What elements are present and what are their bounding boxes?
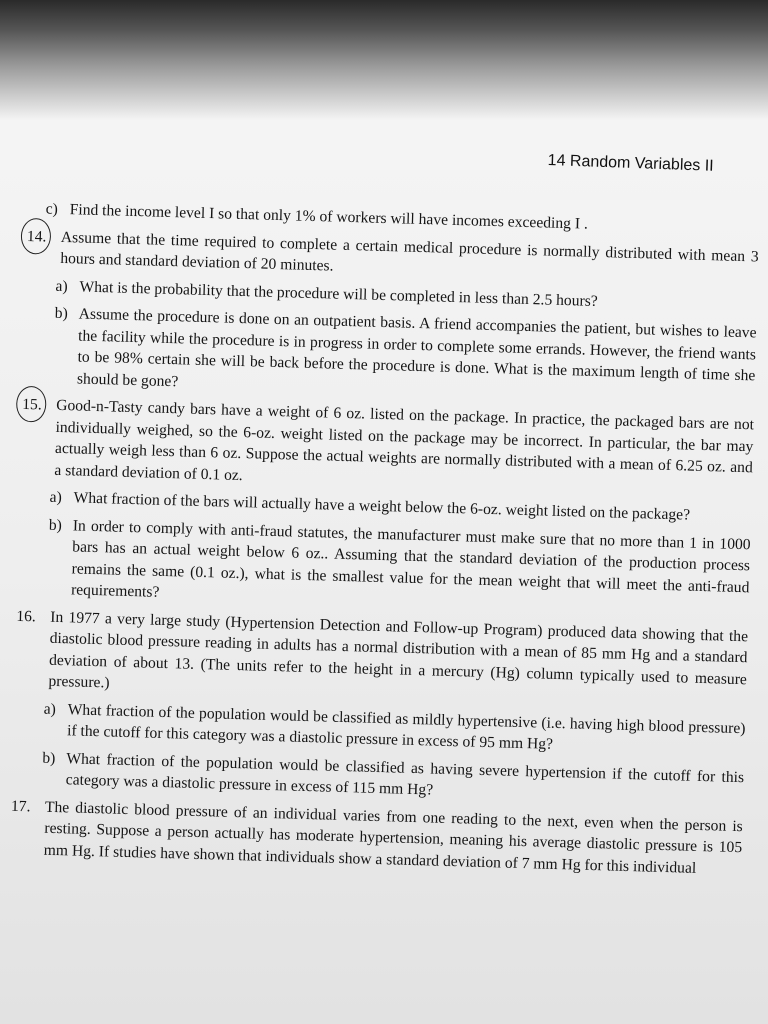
part-label: a): [43, 700, 57, 718]
part-text: What fraction of the population would be classified as having severe hypertension if the cutoff for this category was a diastolic pressure in excess of 115 mm Hg?: [65, 749, 745, 799]
problem-number: 17.: [10, 797, 31, 815]
part-label: c): [45, 200, 59, 218]
part-label: a): [55, 277, 68, 295]
problem-16: [14, 605, 748, 711]
problem-15b: [37, 514, 751, 620]
problem-text: In 1977 a very large study (Hypertension Detection and Follow-up Program) produced data showing that the diastolic blood pressure reading in adults has a normal distribution with a mean of 85 mm Hg and a standard deviation of about 13. (The units refer to the height in a mercury (Hg) column typically used to measure pressure.): [48, 608, 749, 692]
part-label: b): [42, 749, 56, 767]
part-text: What fraction of the bars will actually have a weight below the 6-oz. weight listed on the package?: [73, 489, 691, 524]
problem-17: [10, 795, 744, 880]
problem-text: Good-n-Tasty candy bars have a weight of 6 oz. listed on the package. In practice, the packaged bars are not individually weighed, so the 6-oz. weight listed on the package may be incorrect. In particular, the bar may actually weigh less than 6 oz. Suppose the actual weights are normally distributed with a mean of 6.25 oz. and a standard deviation of 0.1 oz.: [54, 396, 755, 484]
page-header: 14 Random Variables II: [547, 152, 714, 175]
part-text: Find the income level I so that only 1% of workers will have incomes exceeding I .: [69, 201, 589, 233]
part-text: In order to comply with anti-fraud statutes, the manufacturer must make sure that no more than 1 in 1000 bars has an actual weight below 6 oz.. Assuming that the standard deviation of the production process remains the same (0.1 oz.), what is the smallest value for the mean weight that will meet the anti-fraud requirements?: [70, 516, 751, 601]
part-text: Assume the procedure is done on an outpatient basis. A friend accompanies the patient, but wishes to leave the facility while the procedure is in progress in order to complete some errands. However, the friend wants to be 98% certain she will be back before the procedure is done. What is the maximum length of time she should be gone?: [76, 305, 757, 390]
part-label: b): [54, 304, 69, 323]
problem-number: 14.: [26, 227, 47, 246]
problem-number: 15.: [21, 395, 42, 414]
part-label: b): [48, 516, 63, 534]
page-top-shadow: [0, 0, 768, 120]
part-text: What fraction of the population would be classified as mildly hypertensive (i.e. having high blood pressure) if the cutoff for this category was a diastolic pressure in excess of 95 mm Hg?: [66, 700, 746, 753]
part-text: What is the probability that the procedure will be completed in less than 2.5 hours?: [79, 277, 598, 310]
problem-content: [9, 198, 759, 886]
problem-text: Assume that the time required to complete a certain medical procedure is normally distributed with mean 3 hours and standard deviation of 20 minutes.: [60, 228, 759, 275]
problem-text: The diastolic blood pressure of an individual varies from one reading to the next, even when the person is resting. Suppose a person actually has moderate hypertension, meaning his average diastolic pressure is 105 mm Hg. If studies have shown that individuals show a standard deviation of 7 mm Hg for this individual: [43, 798, 743, 877]
problem-number: 16.: [16, 607, 37, 625]
part-label: a): [49, 488, 63, 507]
problem-14b: [43, 303, 757, 409]
problem-15: [20, 394, 754, 500]
